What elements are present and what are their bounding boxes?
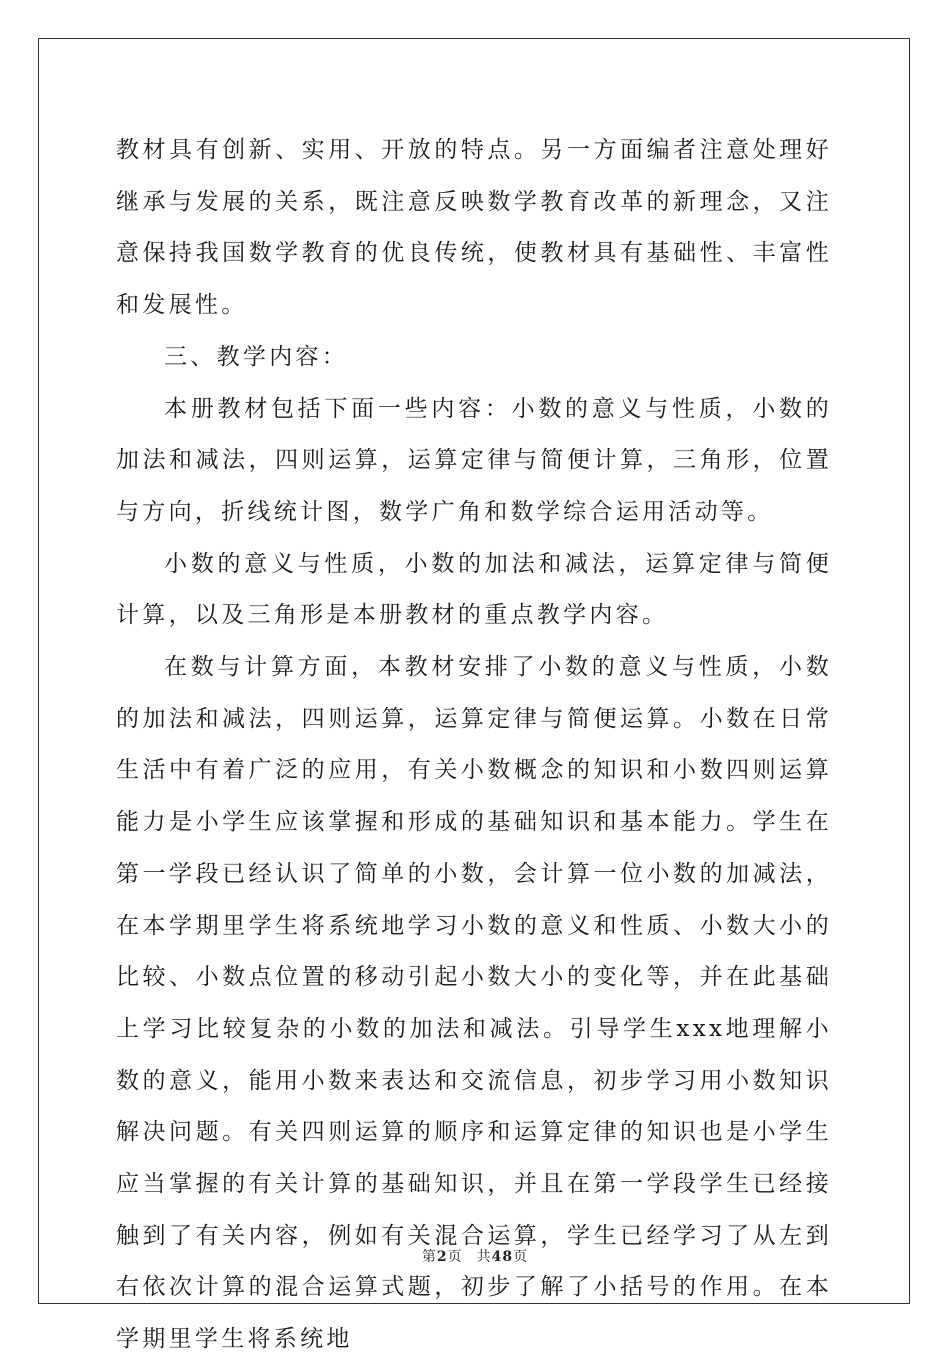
page-footer: [0, 1246, 950, 1266]
paragraph-number-calculation: 在数与计算方面，本教材安排了小数的意义与性质，小数的加法和减法，四则运算，运算定律与简便运算。小数在日常生活中有着广泛的应用，有关小数概念的知识和小数四则运算能力是小学生应该掌握和形成的基础知识和基本能力。学生在第一学段已经认识了简单的小数，会计算一位小数的加减法，在本学期里学生将系统地学习小数的意义和性质、小数大小的比较、小数点位置的移动引起小数大小的变化等，并在此基础上学习比较复杂的小数的加法和减法。引导学生xxx地理解小数的意义，能用小数来表达和交流信息，初步学习用小数知识解决问题。有关四则运算的顺序和运算定律的知识也是小学生应当掌握的有关计算的基础知识，并且在第一学段学生已经接触到了有关内容，例如有关混合运算，学生已经学习了从左到右依次计算的混合运算式题，初步了解了小括号的作用。在本学期里学生将系统地: [116, 654, 832, 1353]
page-number: 2: [436, 1249, 448, 1265]
total-pages: 48: [491, 1249, 514, 1265]
total-suffix: 页: [513, 1249, 529, 1265]
paragraph-key-content: 小数的意义与性质，小数的加法和减法，运算定律与简便计算，以及三角形是本册教材的重点教学内容。: [116, 550, 832, 629]
page-suffix: 页: [447, 1249, 463, 1265]
paragraph-intro-continued: 教材具有创新、实用、开放的特点。另一方面编者注意处理好继承与发展的关系，既注意反映数学教育改革的新理念，又注意保持我国数学教育的优良传统，使教材具有基础性、丰富性和发展性。: [116, 137, 832, 319]
section-heading-teaching-content: 三、教学内容：: [164, 343, 349, 370]
paragraph-textbook-contents: 本册教材包括下面一些内容：小数的意义与性质，小数的加法和减法，四则运算，运算定律与简便计算，三角形，位置与方向，折线统计图，数学广角和数学综合运用活动等。: [116, 395, 832, 525]
total-prefix: 共: [476, 1249, 492, 1265]
document-body: [116, 125, 832, 1366]
page-prefix: 第: [421, 1249, 437, 1265]
